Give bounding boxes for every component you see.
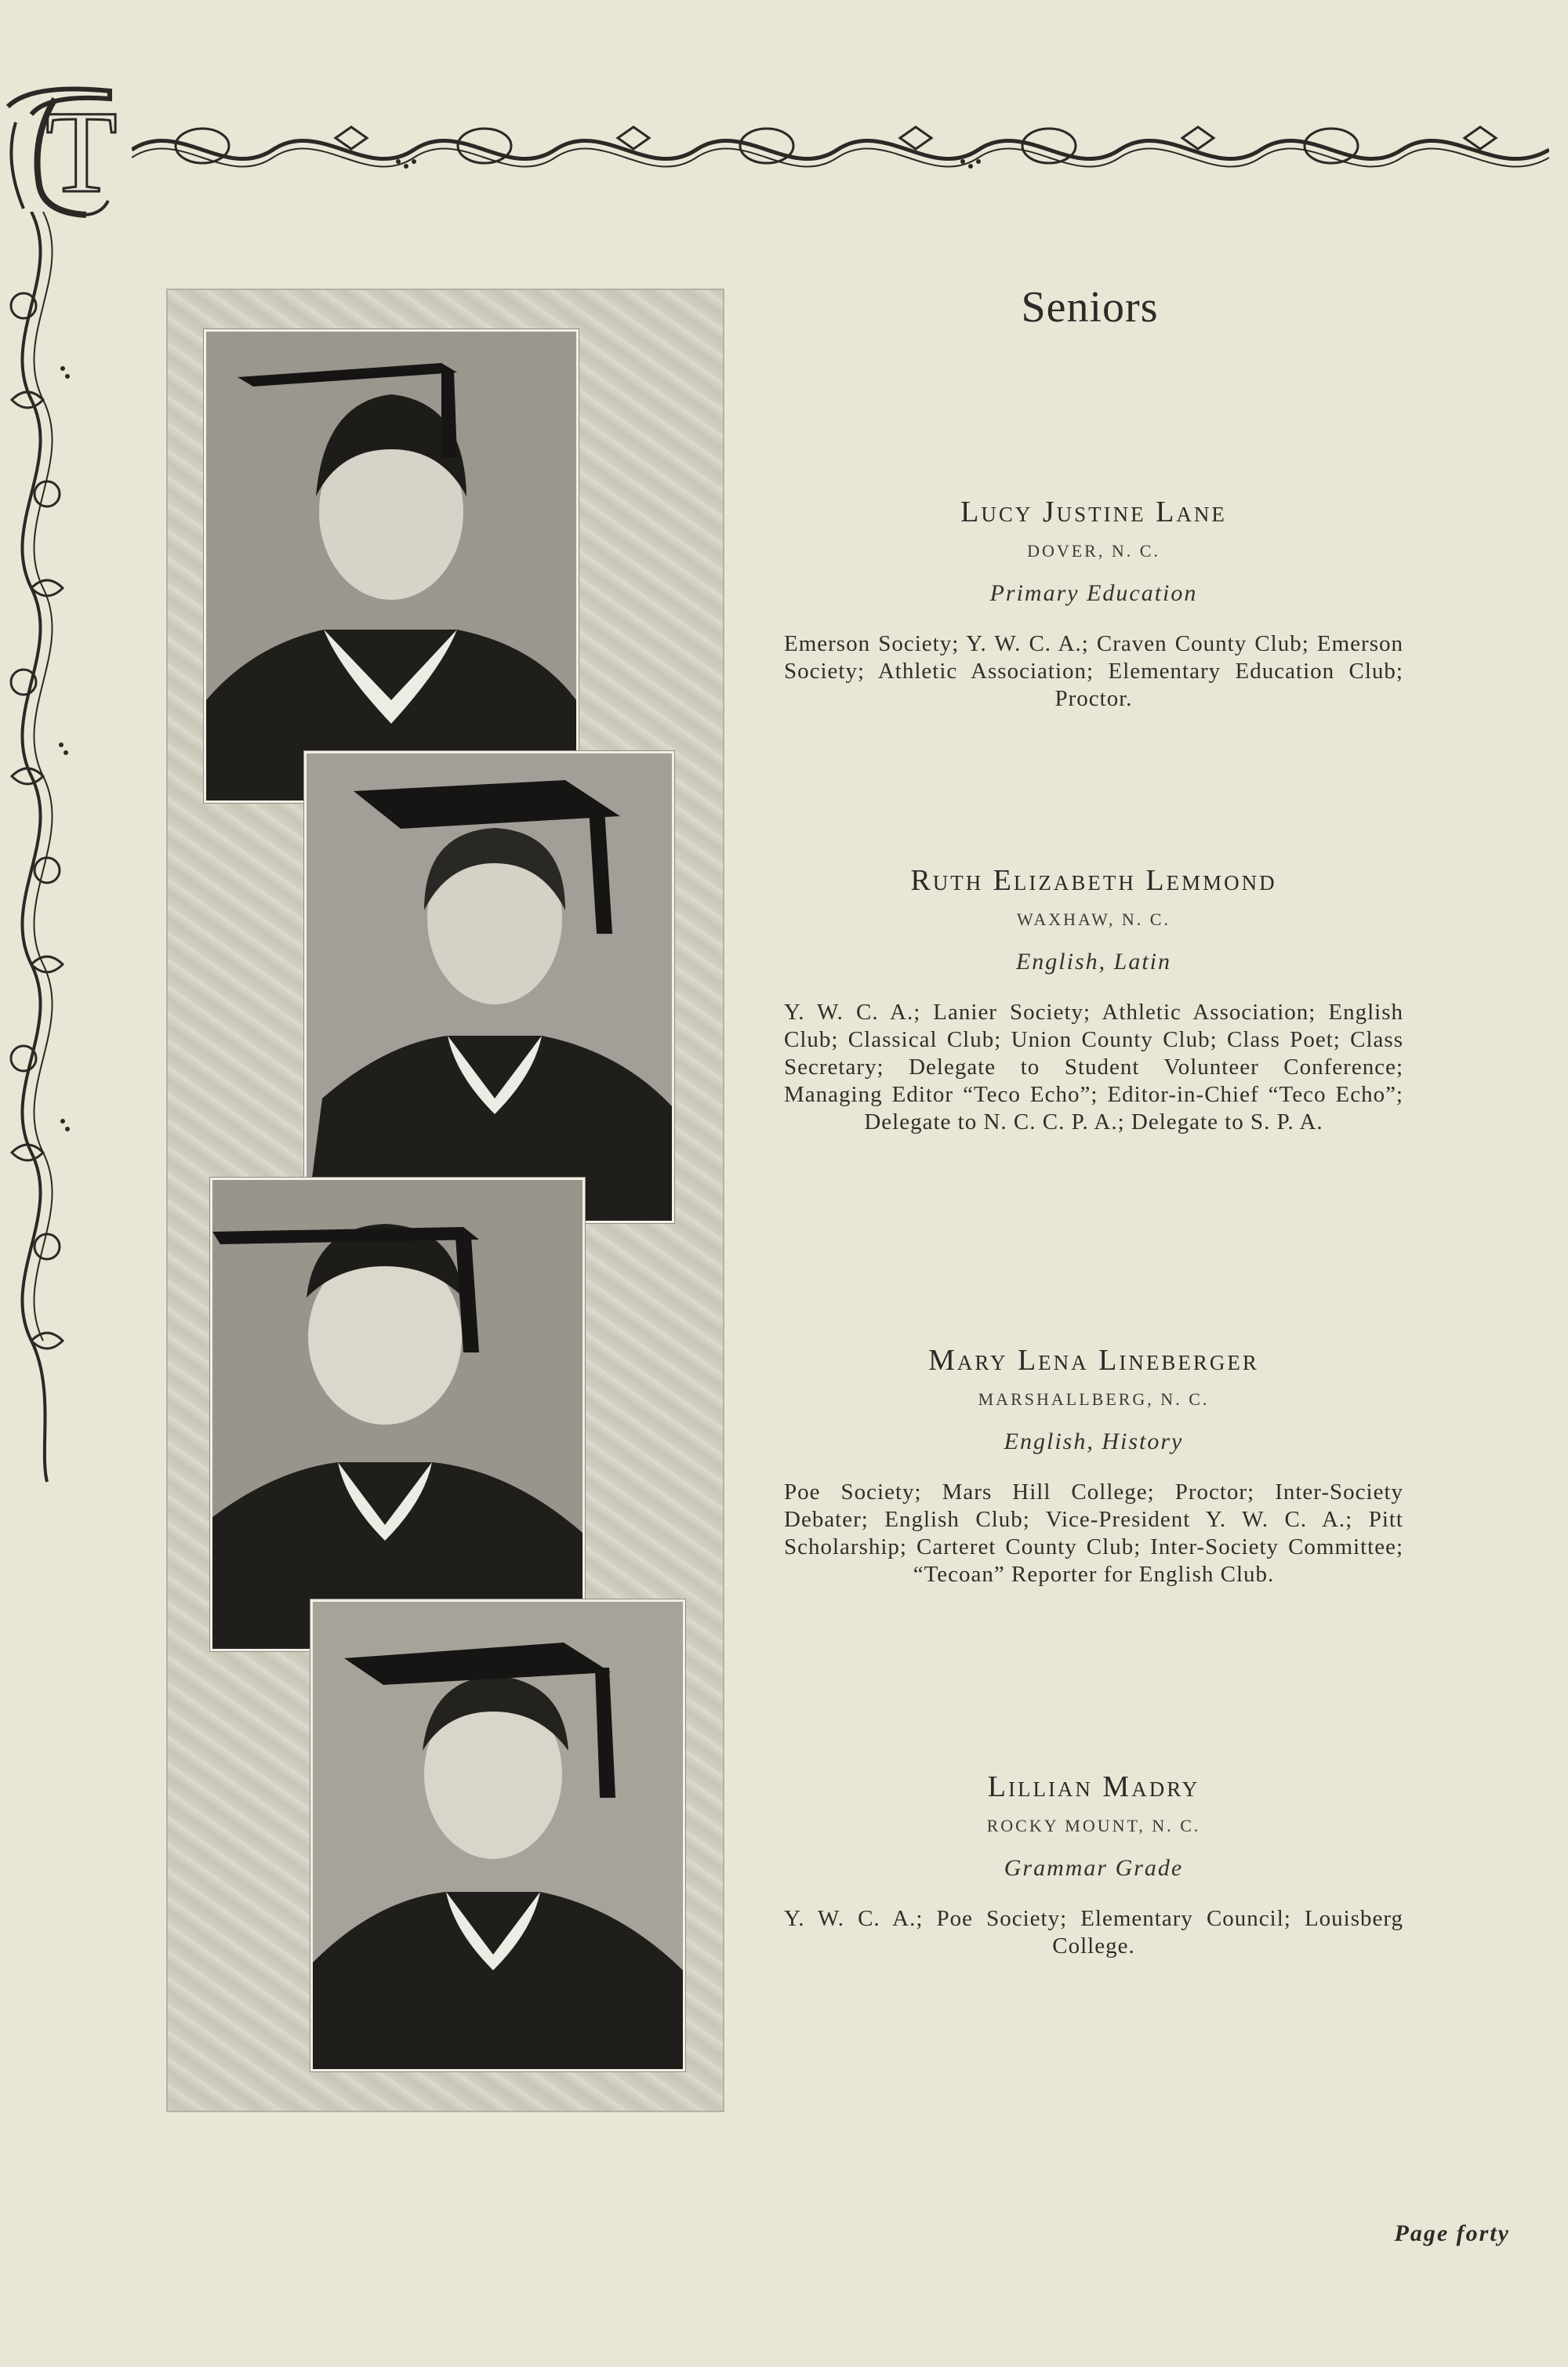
senior-major: Primary Education [989, 580, 1198, 606]
senior-hometown: DOVER, N. C. [1027, 541, 1160, 561]
senior-entry [784, 1769, 1403, 1960]
senior-entry [784, 862, 1403, 1136]
senior-name: Mary Lena Lineberger [928, 1344, 1259, 1377]
left-vine-ornament [0, 212, 74, 1498]
senior-entry [784, 494, 1403, 713]
senior-activities: Emerson Society; Y. W. C. A.; Craven County Club; Emerson Society; Athletic Association; Elementary Education Club; Proctor. [784, 631, 1403, 711]
senior-name: Lillian Madry [987, 1770, 1200, 1803]
senior-activities: Y. W. C. A.; Poe Society; Elementary Council; Louisberg College. [784, 1906, 1403, 1959]
senior-entry [784, 1342, 1403, 1588]
page-title: Seniors [1021, 283, 1159, 332]
ornamental-initial-t [0, 75, 118, 224]
senior-hometown: ROCKY MOUNT, N. C. [986, 1816, 1201, 1835]
senior-activities: Y. W. C. A.; Lanier Society; Athletic Association; English Club; Classical Club; Union County Club; Class Poet; Class Secretary; Delegate to Student Volunteer Conference; Managing Editor “Teco Echo”; Editor-in-Chief “Teco Echo”; Delegate to N. C. C. P. A.; Delegate to S. P. A. [784, 1000, 1403, 1134]
top-vine-border [132, 114, 1549, 185]
senior-major: Grammar Grade [1004, 1855, 1184, 1881]
senior-major: English, Latin [1015, 949, 1172, 975]
senior-hometown: WAXHAW, N. C. [1017, 909, 1171, 929]
senior-name: Lucy Justine Lane [960, 496, 1227, 528]
senior-hometown: MARSHALLBERG, N. C. [978, 1389, 1210, 1409]
senior-name: Ruth Elizabeth Lemmond [910, 864, 1277, 897]
portrait-mary-lena-lineberger [210, 1178, 585, 1651]
initial-letter: T [45, 87, 118, 217]
portrait-lucy-justine-lane [204, 329, 579, 803]
senior-major: English, History [1004, 1429, 1184, 1454]
portrait-ruth-elizabeth-lemmond [304, 751, 674, 1223]
page-number: Page forty [1394, 2220, 1510, 2246]
senior-activities: Poe Society; Mars Hill College; Proctor; Inter-Society Debater; English Club; Vice-President Y. W. C. A.; Pitt Scholarship; Carteret County Club; Inter-Society Committee; “Tecoan” Reporter for English Club. [784, 1479, 1403, 1587]
portrait-lillian-madry [310, 1599, 685, 2071]
